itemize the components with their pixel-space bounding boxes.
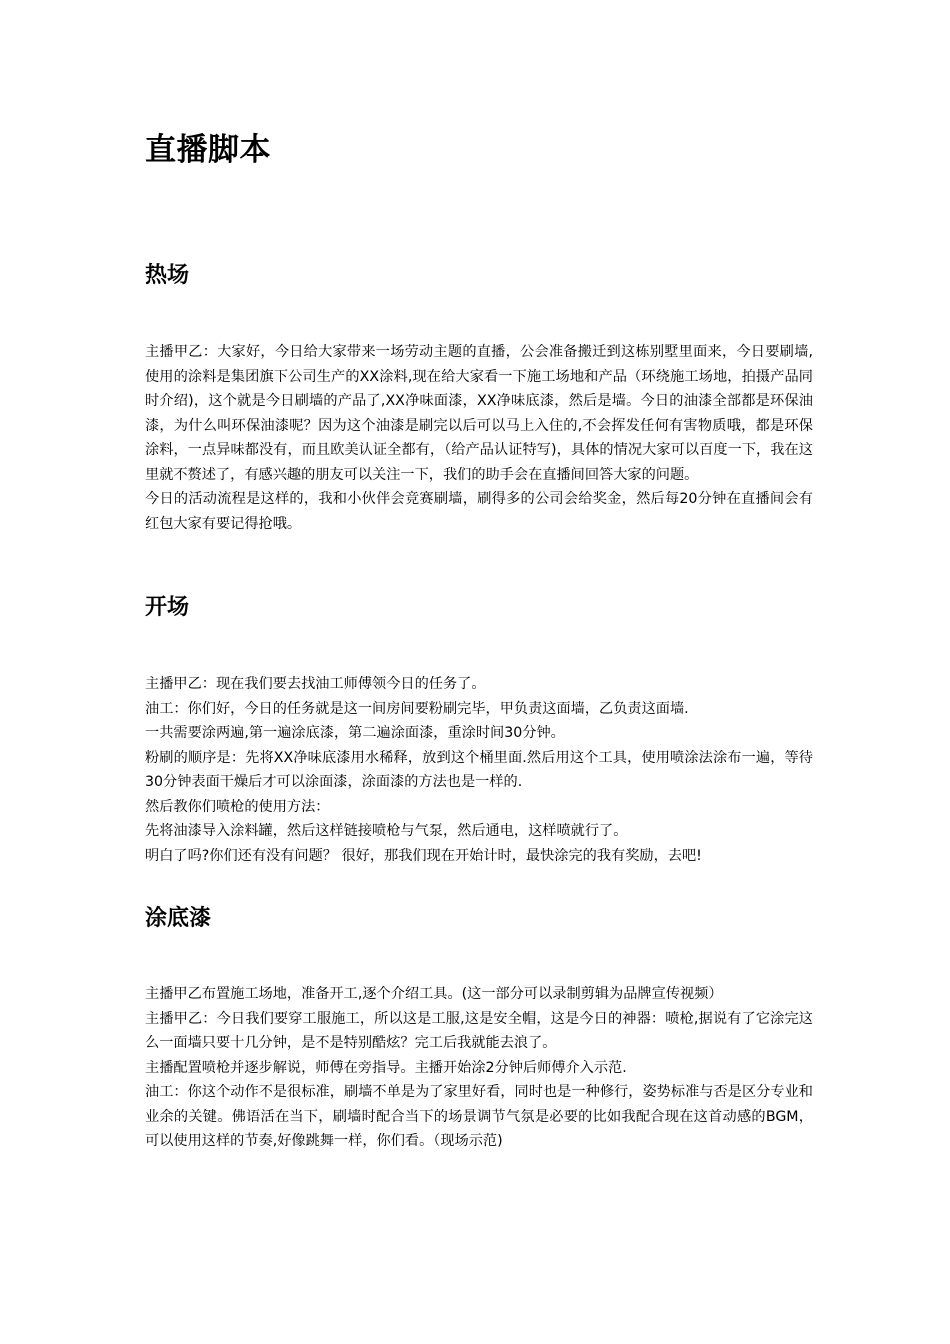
paragraph: 然后教你们喷枪的使用方法： — [145, 798, 330, 815]
paragraph: 油工：你们好，今日的任务就是这一间房间要粉刷完毕，甲负责这面墙，乙负责这面墙. — [145, 700, 689, 717]
paragraph: 主播甲乙布置施工场地，准备开工,逐个介绍工具。(这一部分可以录制剪辑为品牌宣传视频） — [145, 986, 723, 1002]
section-heading-opening: 开场 — [145, 595, 190, 620]
paragraph: 先将油漆导入涂料罐，然后这样链接喷枪与气泵，然后通电，这样喷就行了。 — [145, 823, 628, 839]
paragraph: 主播甲乙：大家好，今日给大家带来一场劳动主题的直播，公会准备搬迁到这栋别墅里面来，今日要刷墙,使用的涂料是集团旗下公司生产的XX涂料,现在给大家看一下施工场地和产品（环绕施工场地，拍摄产品同时介绍)，这个就是今日刷墙的产品了,XX净味面漆，XX净味底漆，然后是墙。今日的油漆全部都是环保油漆，为什么叫环保油漆呢？因为这个油漆是刷完以后可以马上入住的,不会挥发任何有害物质哦，都是环保涂料，一点异味都没有，而且欧美认证全都有，（给产品认证特写)，具体的情况大家可以百度一下，我在这里就不赘述了，有感兴趣的朋友可以关注一下，我们的助手会在直播间回答大家的问题。 — [145, 344, 813, 483]
section-heading-warmup: 热场 — [145, 263, 190, 288]
section-heading-primer: 涂底漆 — [145, 906, 212, 931]
paragraph: 主播配置喷枪并逐步解说，师傅在旁指导。主播开始涂2分钟后师傅介入示范. — [145, 1059, 627, 1076]
paragraph: 主播甲乙：今日我们要穿工服施工，所以这是工服,这是安全帽，这是今日的神器：喷枪,据说有了它涂完这么一面墙只要十几分钟，是不是特别酷炫？完工后我就能去浪了。 — [145, 1010, 813, 1051]
paragraph: 粉刷的顺序是：先将XX净味底漆用水稀释，放到这个桶里面.然后用这个工具，使用喷涂法涂布一遍，等待30分钟表面干燥后才可以涂面漆，涂面漆的方法也是一样的. — [145, 749, 813, 790]
paragraph: 一共需要涂两遍,第一遍涂底漆，第二遍涂面漆，重涂时间30分钟。 — [145, 725, 565, 741]
section-body-warmup — [145, 340, 813, 536]
paragraph: 油工：你这个动作不是很标准，刷墙不单是为了家里好看，同时也是一种修行，姿势标准与否是区分专业和业余的关键。佛语活在当下，刷墙时配合当下的场景调节气氛是必要的比如我配合现在这首动感的BGM，可以使用这样的节奏,好像跳舞一样，你们看。（现场示范) — [145, 1084, 813, 1149]
section-body-opening — [145, 672, 813, 868]
paragraph: 明白了吗?你们还有没有问题？ 很好，那我们现在开始计时，最快涂完的我有奖励，去吧! — [145, 847, 702, 864]
section-body-primer — [145, 982, 813, 1154]
paragraph: 今日的活动流程是这样的，我和小伙伴会竞赛刷墙，刷得多的公司会给奖金，然后每20分钟在直播间会有红包大家有要记得抢哦。 — [145, 491, 813, 532]
document-title: 直播脚本 — [145, 132, 271, 168]
paragraph: 主播甲乙：现在我们要去找油工师傅领今日的任务了。 — [145, 676, 486, 692]
